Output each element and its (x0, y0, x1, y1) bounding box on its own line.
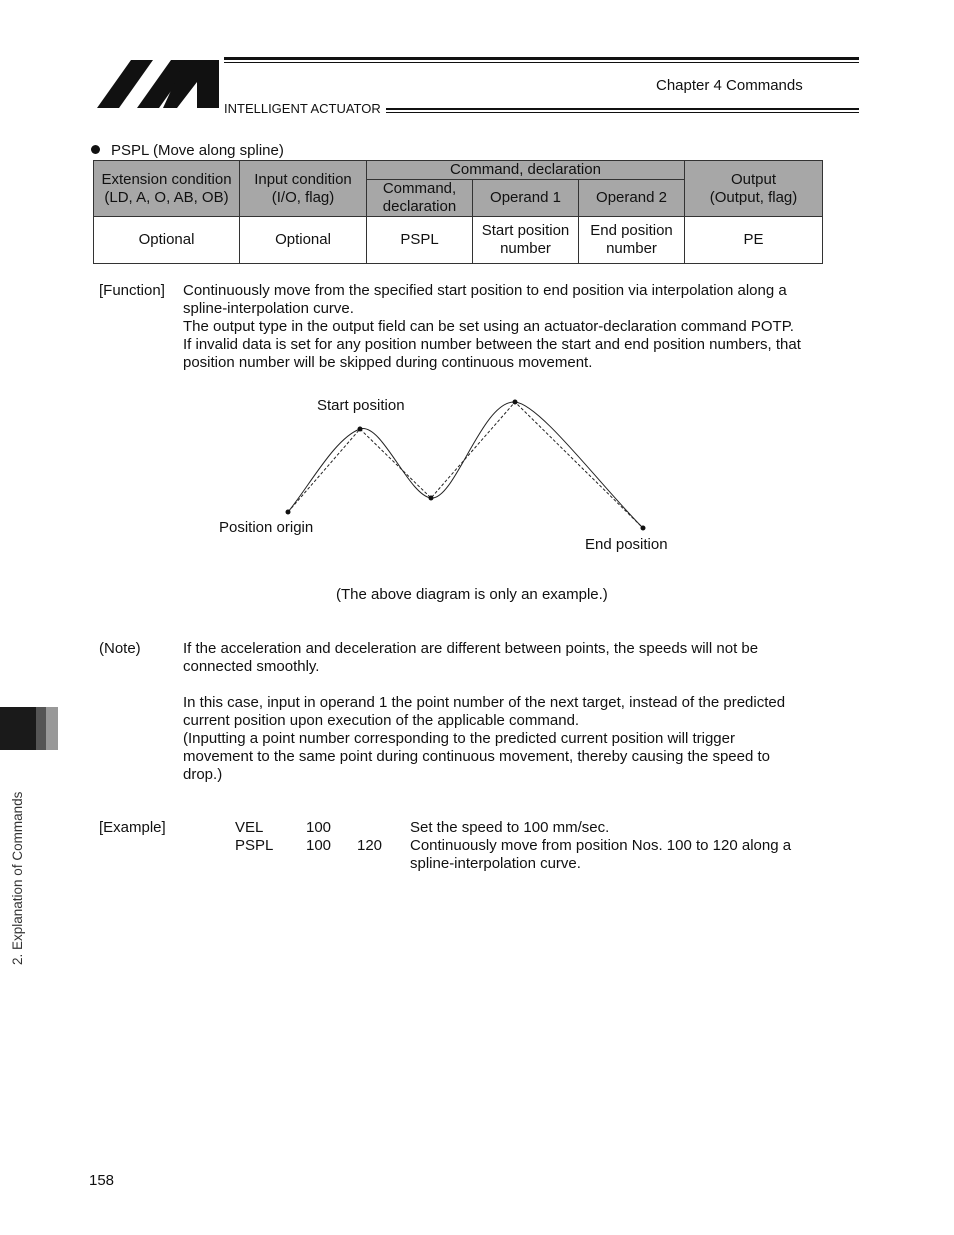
bullet-dot (91, 145, 100, 154)
example-desc-1: Set the speed to 100 mm/sec. (410, 819, 610, 836)
header-command-group: Command, declaration (367, 161, 685, 180)
point-start (358, 427, 363, 432)
point-peak (513, 400, 518, 405)
note-text: If the acceleration and deceleration are different between points, the speeds will not be connected smoothly. In this case, input in operand 1 the point number of the next target, instead of the predicted current position upon execution of the applicable command. (Inputting a point number corresponding to the predicted current position will trigger movement to the same point during continuous movement, thereby causing the speed to drop.) (183, 640, 786, 783)
section-title: PSPL (Move along spline) (111, 142, 284, 159)
command-table (93, 160, 823, 264)
header-output: Output (Output, flag) (685, 161, 823, 217)
iai-logo (97, 58, 219, 110)
header-bottom-rule (386, 108, 859, 110)
label-end-position: End position (585, 536, 668, 553)
chapter-title: Chapter 4 Commands (656, 77, 803, 94)
header-input-condition: Input condition (I/O, flag) (240, 161, 367, 217)
cell-command: PSPL (367, 217, 473, 264)
side-tab-mid (36, 707, 46, 750)
side-tab-light (46, 707, 58, 750)
side-tab-dark (0, 707, 36, 750)
function-label: [Function] (99, 282, 165, 299)
header-top-rule (224, 57, 859, 60)
side-tab-label: 2. Explanation of Commands (10, 791, 25, 965)
example-op1-2: 100 (306, 837, 332, 854)
header-extension-condition: Extension condition (LD, A, O, AB, OB) (94, 161, 240, 217)
cell-input: Optional (240, 217, 367, 264)
header-operand1: Operand 1 (473, 180, 579, 217)
label-position-origin: Position origin (219, 519, 314, 536)
example-cmd-1: VEL (235, 819, 264, 836)
example-op2-2: 120 (357, 837, 383, 854)
example-cmd-2: PSPL (235, 837, 274, 854)
cell-extension: Optional (94, 217, 240, 264)
point-mid (429, 496, 434, 501)
header-operand2: Operand 2 (579, 180, 685, 217)
cell-operand2: End position number (579, 217, 685, 264)
note-label: (Note) (99, 640, 141, 657)
header-bottom-rule-thin (386, 112, 859, 113)
example-desc-2: Continuously move from position Nos. 100 to 120 along a (410, 837, 792, 854)
example-desc-2b: spline-interpolation curve. (410, 855, 581, 872)
function-text: Continuously move from the specified start position to end position via interpolation along a spline-interpolation curve. The output type in the output field can be set using an actuator-declaration command POTP. If invalid data is set for any position number between the start and end position numbers, that position number will be skipped during continuous movement. (183, 282, 801, 371)
cell-output: PE (685, 217, 823, 264)
page-number: 158 (89, 1172, 115, 1189)
brand-name: INTELLIGENT ACTUATOR (224, 101, 381, 116)
cell-operand1: Start position number (473, 217, 579, 264)
example-label: [Example] (99, 819, 166, 836)
spline-curve (288, 402, 643, 528)
diagram-caption: (The above diagram is only an example.) (336, 586, 608, 603)
linear-path (288, 402, 643, 528)
point-origin (286, 510, 291, 515)
header-top-rule-thin (224, 62, 859, 63)
header-command: Command, declaration (367, 180, 473, 217)
point-end (641, 526, 646, 531)
label-start-position: Start position (317, 397, 405, 414)
example-op1-1: 100 (306, 819, 332, 836)
